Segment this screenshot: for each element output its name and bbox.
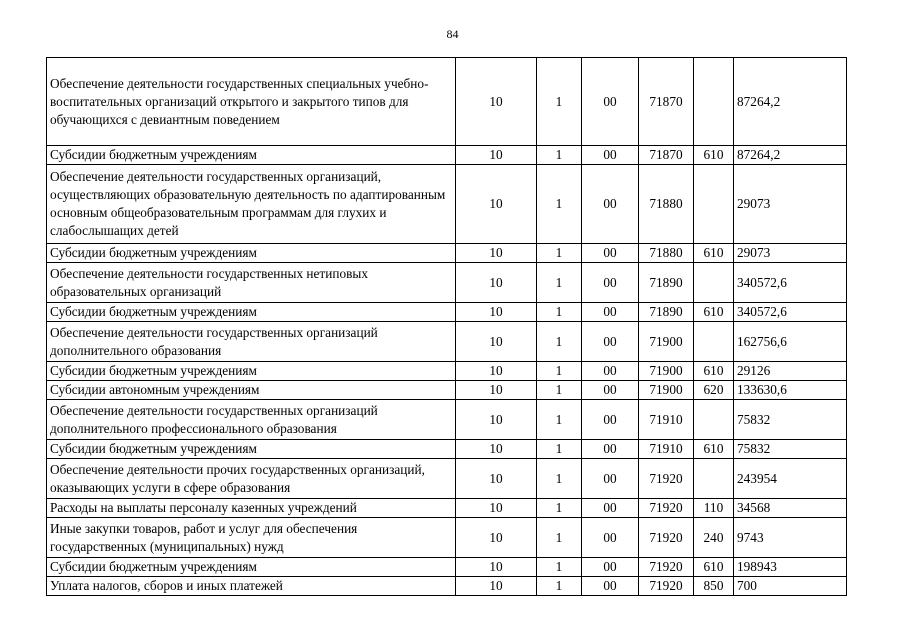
program-code-cell: 00 xyxy=(582,263,639,303)
subsection-code-cell: 1 xyxy=(537,362,582,381)
subsection-code-cell: 1 xyxy=(537,58,582,146)
expense-type-cell: 610 xyxy=(694,558,734,577)
program-code-cell: 00 xyxy=(582,577,639,596)
expense-type-cell: 620 xyxy=(694,381,734,400)
subsection-code-cell: 1 xyxy=(537,440,582,459)
section-code-cell: 10 xyxy=(456,58,537,146)
section-code-cell: 10 xyxy=(456,146,537,165)
section-code-cell: 10 xyxy=(456,499,537,518)
subsection-code-cell: 1 xyxy=(537,322,582,362)
direction-code-cell: 71880 xyxy=(639,244,694,263)
expense-type-cell xyxy=(694,400,734,440)
amount-cell: 243954 xyxy=(734,459,847,499)
direction-code-cell: 71920 xyxy=(639,577,694,596)
program-code-cell: 00 xyxy=(582,362,639,381)
expense-type-cell: 610 xyxy=(694,440,734,459)
amount-cell: 162756,6 xyxy=(734,322,847,362)
item-name-cell: Субсидии бюджетным учреждениям xyxy=(47,362,456,381)
amount-cell: 198943 xyxy=(734,558,847,577)
direction-code-cell: 71920 xyxy=(639,459,694,499)
expense-type-cell: 850 xyxy=(694,577,734,596)
subsection-code-cell: 1 xyxy=(537,244,582,263)
subsection-code-cell: 1 xyxy=(537,400,582,440)
subsection-code-cell: 1 xyxy=(537,165,582,244)
table-row xyxy=(47,518,847,558)
expense-type-cell xyxy=(694,263,734,303)
direction-code-cell: 71900 xyxy=(639,362,694,381)
section-code-cell: 10 xyxy=(456,165,537,244)
program-code-cell: 00 xyxy=(582,244,639,263)
program-code-cell: 00 xyxy=(582,558,639,577)
direction-code-cell: 71890 xyxy=(639,263,694,303)
expense-type-cell xyxy=(694,322,734,362)
table-row xyxy=(47,322,847,362)
item-name-cell: Субсидии бюджетным учреждениям xyxy=(47,146,456,165)
direction-code-cell: 71880 xyxy=(639,165,694,244)
table-row xyxy=(47,459,847,499)
program-code-cell: 00 xyxy=(582,165,639,244)
table-row xyxy=(47,440,847,459)
program-code-cell: 00 xyxy=(582,58,639,146)
section-code-cell: 10 xyxy=(456,322,537,362)
section-code-cell: 10 xyxy=(456,303,537,322)
direction-code-cell: 71870 xyxy=(639,146,694,165)
amount-cell: 75832 xyxy=(734,400,847,440)
direction-code-cell: 71870 xyxy=(639,58,694,146)
expense-type-cell xyxy=(694,165,734,244)
subsection-code-cell: 1 xyxy=(537,558,582,577)
item-name-cell: Обеспечение деятельности государственных организаций, осуществляющих образовательную деятельность по адаптированным основным общеобразовательным программам для глухих и слабослышащих детей xyxy=(47,165,456,244)
amount-cell: 29073 xyxy=(734,244,847,263)
direction-code-cell: 71910 xyxy=(639,440,694,459)
table-row xyxy=(47,58,847,146)
section-code-cell: 10 xyxy=(456,244,537,263)
item-name-cell: Обеспечение деятельности государственных нетиповых образовательных организаций xyxy=(47,263,456,303)
program-code-cell: 00 xyxy=(582,303,639,322)
program-code-cell: 00 xyxy=(582,400,639,440)
amount-cell: 87264,2 xyxy=(734,58,847,146)
expense-type-cell xyxy=(694,58,734,146)
amount-cell: 87264,2 xyxy=(734,146,847,165)
amount-cell: 700 xyxy=(734,577,847,596)
section-code-cell: 10 xyxy=(456,400,537,440)
amount-cell: 9743 xyxy=(734,518,847,558)
subsection-code-cell: 1 xyxy=(537,381,582,400)
item-name-cell: Субсидии бюджетным учреждениям xyxy=(47,558,456,577)
item-name-cell: Расходы на выплаты персоналу казенных учреждений xyxy=(47,499,456,518)
program-code-cell: 00 xyxy=(582,499,639,518)
table-row xyxy=(47,146,847,165)
subsection-code-cell: 1 xyxy=(537,518,582,558)
amount-cell: 340572,6 xyxy=(734,303,847,322)
budget-table-body xyxy=(47,58,847,596)
expense-type-cell: 610 xyxy=(694,244,734,263)
amount-cell: 29126 xyxy=(734,362,847,381)
page-number: 84 xyxy=(446,27,459,41)
table-row xyxy=(47,577,847,596)
amount-cell: 34568 xyxy=(734,499,847,518)
expense-type-cell: 240 xyxy=(694,518,734,558)
program-code-cell: 00 xyxy=(582,518,639,558)
amount-cell: 133630,6 xyxy=(734,381,847,400)
expense-type-cell xyxy=(694,459,734,499)
item-name-cell: Обеспечение деятельности прочих государственных организаций, оказывающих услуги в сфере образования xyxy=(47,459,456,499)
direction-code-cell: 71900 xyxy=(639,381,694,400)
table-row xyxy=(47,499,847,518)
program-code-cell: 00 xyxy=(582,459,639,499)
direction-code-cell: 71920 xyxy=(639,499,694,518)
program-code-cell: 00 xyxy=(582,322,639,362)
direction-code-cell: 71910 xyxy=(639,400,694,440)
expense-type-cell: 610 xyxy=(694,146,734,165)
section-code-cell: 10 xyxy=(456,518,537,558)
table-row xyxy=(47,244,847,263)
section-code-cell: 10 xyxy=(456,459,537,499)
item-name-cell: Субсидии автономным учреждениям xyxy=(47,381,456,400)
direction-code-cell: 71890 xyxy=(639,303,694,322)
section-code-cell: 10 xyxy=(456,577,537,596)
amount-cell: 75832 xyxy=(734,440,847,459)
item-name-cell: Обеспечение деятельности государственных специальных учебно-воспитательных организаций открытого и закрытого типов для обучающихся с девиантным поведением xyxy=(47,58,456,146)
direction-code-cell: 71920 xyxy=(639,558,694,577)
section-code-cell: 10 xyxy=(456,558,537,577)
section-code-cell: 10 xyxy=(456,440,537,459)
expense-type-cell: 610 xyxy=(694,303,734,322)
program-code-cell: 00 xyxy=(582,440,639,459)
expense-type-cell: 110 xyxy=(694,499,734,518)
section-code-cell: 10 xyxy=(456,362,537,381)
direction-code-cell: 71900 xyxy=(639,322,694,362)
item-name-cell: Субсидии бюджетным учреждениям xyxy=(47,244,456,263)
amount-cell: 29073 xyxy=(734,165,847,244)
subsection-code-cell: 1 xyxy=(537,303,582,322)
program-code-cell: 00 xyxy=(582,381,639,400)
subsection-code-cell: 1 xyxy=(537,577,582,596)
item-name-cell: Субсидии бюджетным учреждениям xyxy=(47,303,456,322)
table-row xyxy=(47,362,847,381)
table-row xyxy=(47,263,847,303)
expense-type-cell: 610 xyxy=(694,362,734,381)
subsection-code-cell: 1 xyxy=(537,146,582,165)
table-row xyxy=(47,165,847,244)
subsection-code-cell: 1 xyxy=(537,499,582,518)
subsection-code-cell: 1 xyxy=(537,263,582,303)
section-code-cell: 10 xyxy=(456,381,537,400)
item-name-cell: Обеспечение деятельности государственных организаций дополнительного профессионального образования xyxy=(47,400,456,440)
item-name-cell: Иные закупки товаров, работ и услуг для обеспечения государственных (муниципальных) нужд xyxy=(47,518,456,558)
item-name-cell: Обеспечение деятельности государственных организаций дополнительного образования xyxy=(47,322,456,362)
subsection-code-cell: 1 xyxy=(537,459,582,499)
amount-cell: 340572,6 xyxy=(734,263,847,303)
section-code-cell: 10 xyxy=(456,263,537,303)
table-row xyxy=(47,558,847,577)
item-name-cell: Субсидии бюджетным учреждениям xyxy=(47,440,456,459)
direction-code-cell: 71920 xyxy=(639,518,694,558)
item-name-cell: Уплата налогов, сборов и иных платежей xyxy=(47,577,456,596)
table-row xyxy=(47,381,847,400)
program-code-cell: 00 xyxy=(582,146,639,165)
table-row xyxy=(47,400,847,440)
table-row xyxy=(47,303,847,322)
budget-table xyxy=(46,57,847,596)
